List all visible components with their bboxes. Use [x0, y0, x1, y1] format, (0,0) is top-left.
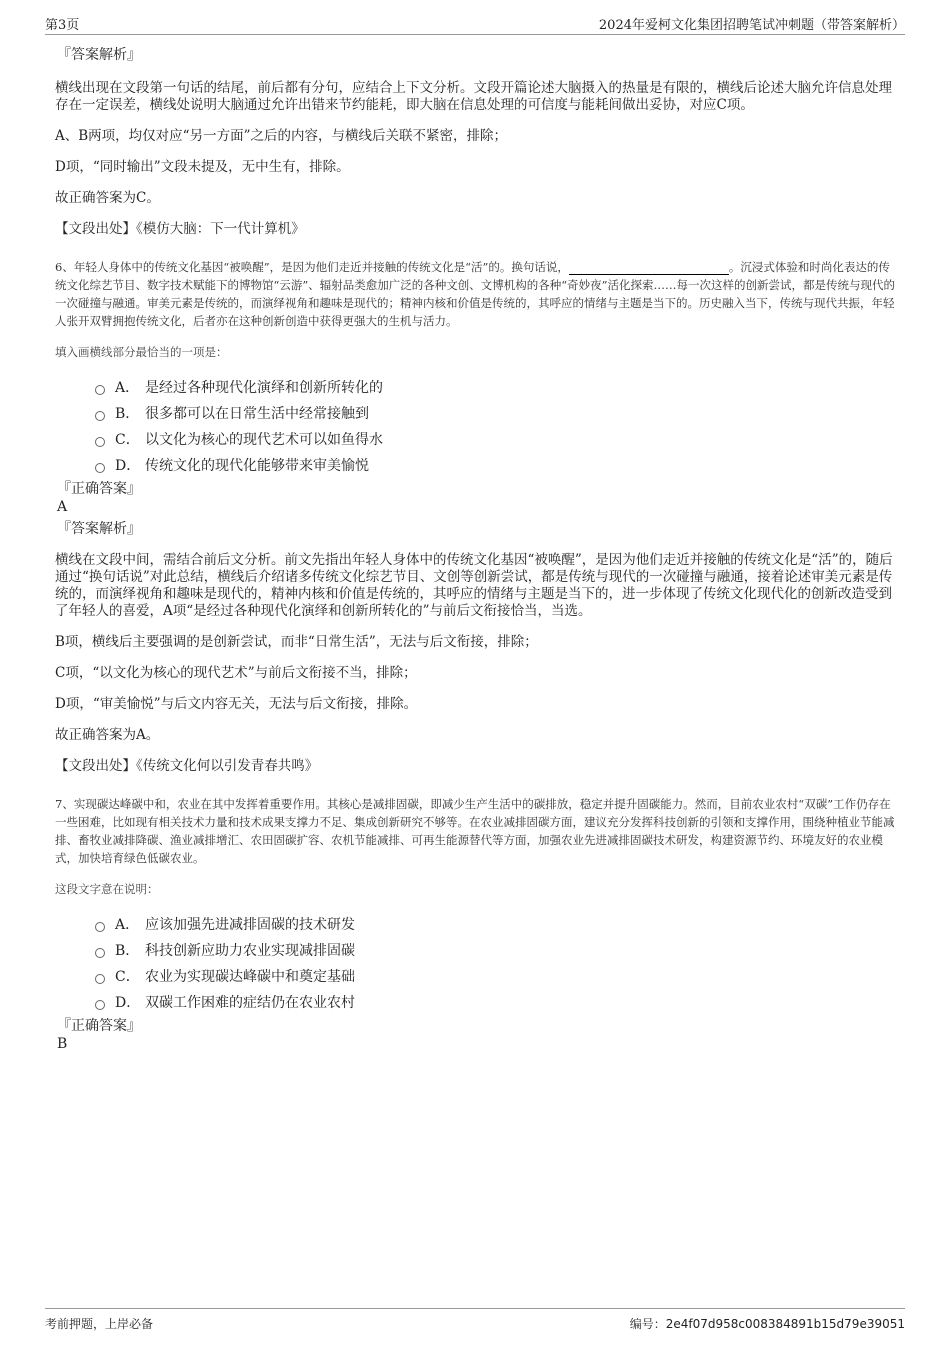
explain-6-p3: C项，“以文化为核心的现代艺术”与前后文衔接不当，排除；	[55, 665, 417, 681]
option-letter: C．	[115, 432, 140, 448]
explain-6-p1: 横线在文段中间，需结合前后文分析。前文先指出年轻人身体中的传统文化基因“被唤醒”，是因为他们走近并接触的传统文化是“活”的，随后通过“换句话说”对此总结，横线后介绍诸多传统文化综艺节目、文创等创新尝试，都是传统与现代的一次碰撞与融通，接着论述审美元素是传统的，而演绎视角和趣味是现代的，精神内核和价值是传统的，其呼应的情绪与主题是当下的，进一步体现了传统文化现代化的创新改造受到了年轻人的喜爱，A项“是经过各种现代化演绎和创新所转化的”与前后文衔接恰当，当选。	[55, 552, 893, 619]
document-title: 2024年爱柯文化集团招聘笔试冲刺题（带答案解析）	[598, 18, 905, 33]
option-b[interactable]	[95, 937, 895, 963]
option-letter: B．	[115, 406, 140, 422]
option-d[interactable]	[95, 452, 895, 478]
question-6-options	[95, 374, 895, 478]
document-code: 编号：2e4f07d958c008384891b15d79e39051	[629, 1317, 905, 1331]
radio-icon[interactable]	[95, 463, 105, 473]
option-d[interactable]	[95, 989, 895, 1015]
option-text: 农业为实现碳达峰碳中和奠定基础	[145, 969, 355, 985]
explain-5-p1: 横线出现在文段第一句话的结尾，前后都有分句，应结合上下文分析。文段开篇论述大脑摄入的热量是有限的，横线后论述大脑允许信息处理存在一定误差，横线处说明大脑通过允许出错来节约能耗，即大脑在信息处理的可信度与能耗间做出妥协，对应C项。	[55, 80, 892, 113]
explain-5-p4: 故正确答案为C。	[55, 190, 160, 206]
correct-answer-label-6: 『正确答案』	[57, 481, 141, 497]
radio-icon[interactable]	[95, 974, 105, 984]
correct-answer-6: A	[57, 499, 68, 515]
page-number: 第3页	[45, 18, 80, 33]
option-letter: A．	[115, 917, 140, 933]
radio-icon[interactable]	[95, 411, 105, 421]
radio-icon[interactable]	[95, 922, 105, 932]
question-6-text-before: 6、年轻人身体中的传统文化基因“被唤醒”，是因为他们走近并接触的传统文化是“活”的。换句话说，	[55, 260, 569, 274]
answer-blank	[569, 262, 729, 275]
radio-icon[interactable]	[95, 385, 105, 395]
option-text: 科技创新应助力农业实现减排固碳	[145, 943, 355, 959]
option-a[interactable]	[95, 911, 895, 937]
question-6-text-after: 。沉浸式体验和时尚化表达的传统文化综艺节目、数字技术赋能下的博物馆“云游”、辐射品类愈加广泛的各种文创、文博机构的各种“奇妙夜”活化探索……每一次这样的创新尝试，都是传统与现代的一次碰撞与融通。审美元素是传统的，而演绎视角和趣味是现代的；精神内核和价值是传统的，其呼应的情绪与主题是当下的。历史融入当下，传统与现代共振，年轻人张开双臂拥抱传统文化，后者亦在这种创新创造中获得更强大的生机与活力。	[55, 260, 896, 328]
question-7-text: 7、实现碳达峰碳中和，农业在其中发挥着重要作用。其核心是减排固碳，即减少生产生活中的碳排放，稳定并提升固碳能力。然而，目前农业农村“双碳”工作仍存在一些困难，比如现有相关技术力量和技术成果支撑力不足、集成创新研究不够等。在农业减排固碳方面，建议充分发挥科技创新的引领和支撑作用，围绕种植业节能减排、畜牧业减排降碳、渔业减排增汇、农田固碳扩容、农机节能减排、可再生能源替代等方面，加强农业先进减排固碳技术研发，构建资源节约、环境友好的农业模式，加快培育绿色低碳农业。	[55, 797, 895, 865]
option-letter: B．	[115, 943, 140, 959]
explain-5-p3: D项，“同时输出”文段未提及，无中生有，排除。	[55, 159, 350, 175]
question-7-hint: 这段文字意在说明：	[55, 882, 159, 896]
option-b[interactable]	[95, 400, 895, 426]
question-6-hint: 填入画横线部分最恰当的一项是：	[55, 345, 228, 359]
question-7-options	[95, 911, 895, 1015]
correct-answer-label-7: 『正确答案』	[57, 1018, 141, 1034]
option-text: 传统文化的现代化能够带来审美愉悦	[145, 458, 369, 474]
option-c[interactable]	[95, 963, 895, 989]
page-footer	[45, 1308, 905, 1331]
option-text: 很多都可以在日常生活中经常接触到	[145, 406, 369, 422]
option-c[interactable]	[95, 426, 895, 452]
question-6-text	[55, 258, 895, 330]
option-text: 双碳工作困难的症结仍在农业农村	[145, 995, 355, 1011]
option-text: 是经过各种现代化演绎和创新所转化的	[145, 380, 383, 396]
option-letter: D．	[115, 458, 141, 474]
option-a[interactable]	[95, 374, 895, 400]
explain-6-p4: D项，“审美愉悦”与后文内容无关，无法与后文衔接，排除。	[55, 696, 418, 712]
footer-slogan: 考前押题，上岸必备	[45, 1317, 154, 1331]
radio-icon[interactable]	[95, 437, 105, 447]
radio-icon[interactable]	[95, 1000, 105, 1010]
explain-label-6: 『答案解析』	[57, 521, 141, 537]
page-header	[45, 12, 905, 35]
option-text: 应该加强先进减排固碳的技术研发	[145, 917, 355, 933]
source-5: 【文段出处】《模仿大脑：下一代计算机》	[55, 221, 305, 237]
page-content	[55, 46, 895, 1053]
option-text: 以文化为核心的现代艺术可以如鱼得水	[145, 432, 383, 448]
explain-5-p2: A、B两项，均仅对应“另一方面”之后的内容，与横线后关联不紧密，排除；	[55, 128, 507, 144]
explain-label-5: 『答案解析』	[57, 47, 141, 63]
option-letter: A．	[115, 380, 140, 396]
explain-6-p5: 故正确答案为A。	[55, 727, 160, 743]
explain-6-p2: B项，横线后主要强调的是创新尝试，而非“日常生活”，无法与后文衔接，排除；	[55, 634, 538, 650]
option-letter: C．	[115, 969, 140, 985]
radio-icon[interactable]	[95, 948, 105, 958]
option-letter: D．	[115, 995, 141, 1011]
correct-answer-7: B	[57, 1036, 68, 1052]
source-6: 【文段出处】《传统文化何以引发青春共鸣》	[55, 758, 319, 774]
